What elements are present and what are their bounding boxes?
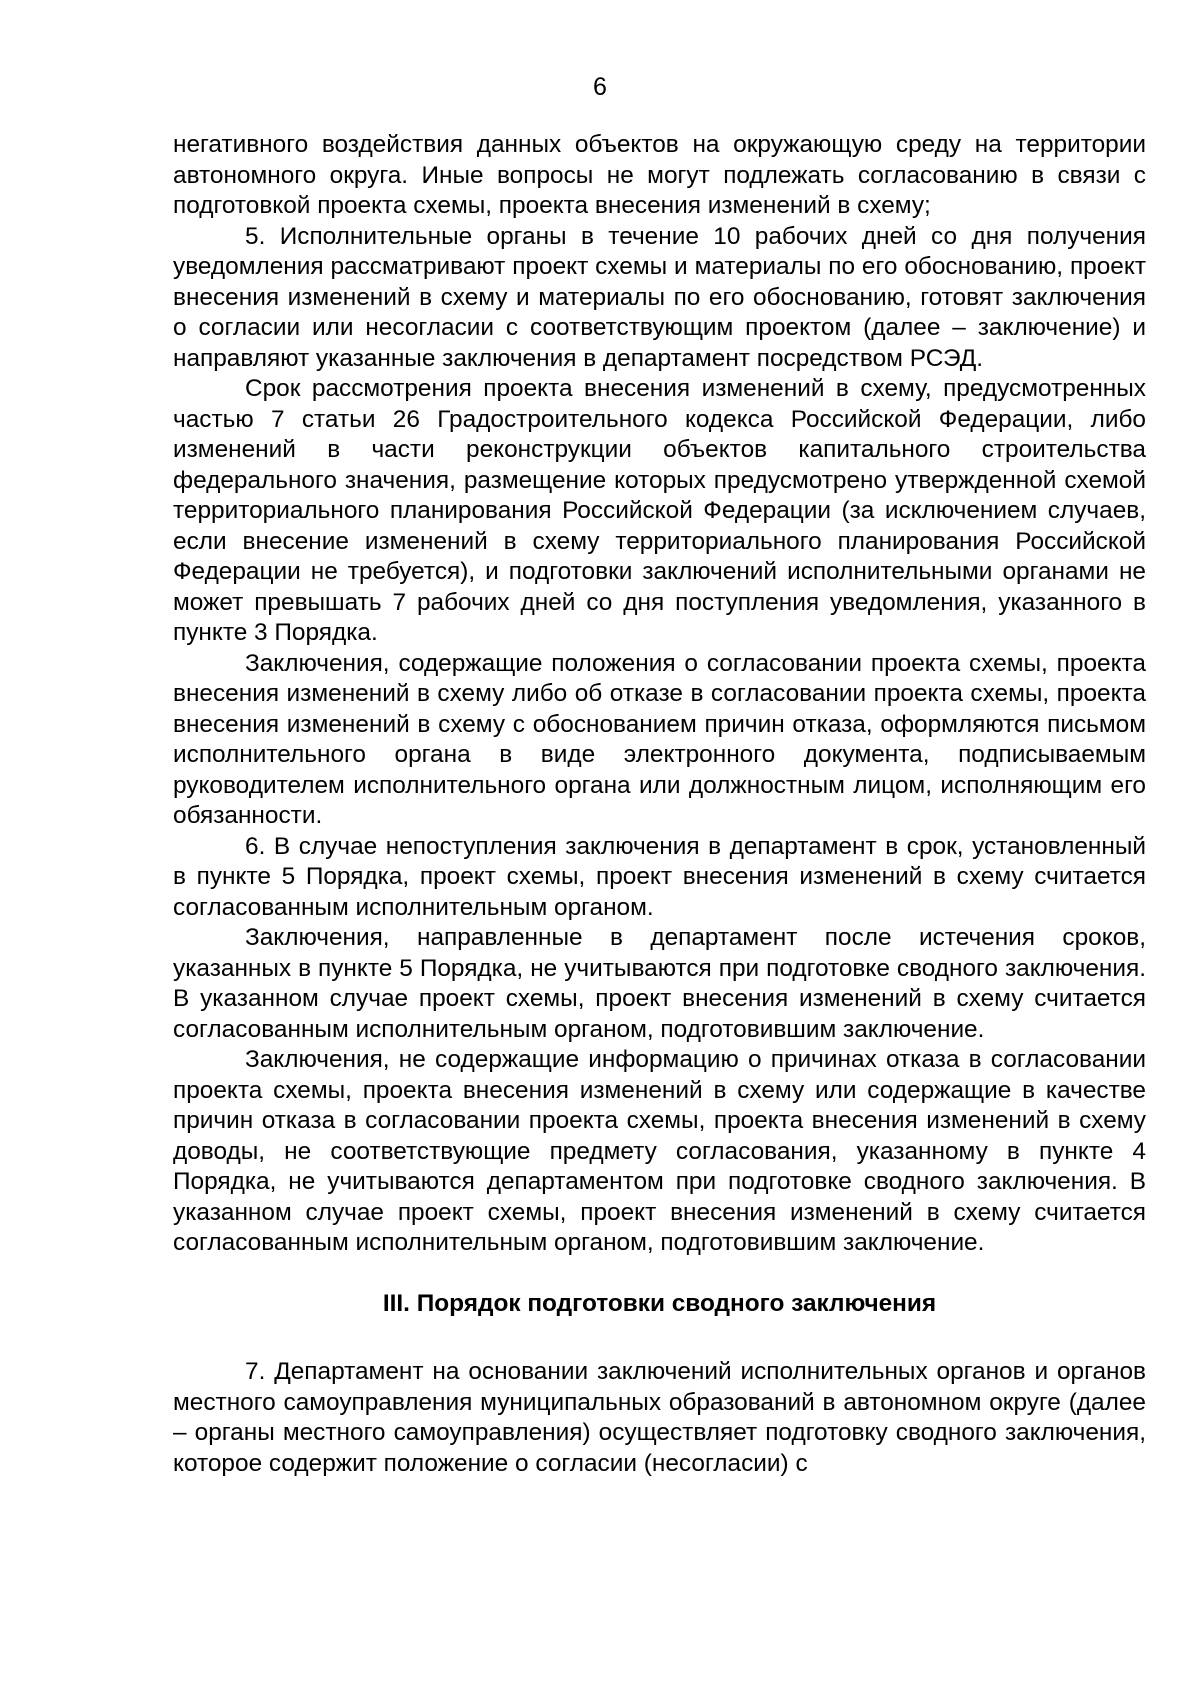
paragraph-conclusion-format: Заключения, содержащие положения о согласовании проекта схемы, проекта внесения изменений в схему либо об отказе в согласовании проекта схемы, проекта внесения изменений в схему с обоснованием причин отказа, оформляются письмом исполнительного органа в виде электронного документа, подписываемым руководителем исполнительного органа или должностным лицом, исполняющим его обязанности. bbox=[173, 649, 1146, 829]
paragraph-unfounded-conclusions: Заключения, не содержащие информацию о причинах отказа в согласовании проекта схемы, проекта внесения изменений в схему или содержащие в качестве причин отказа в согласовании проекта схемы, проекта внесения изменений в схему доводы, не соответствующие предмету согласования, указанному в пункте 4 Порядка, не учитываются департаментом при подготовке сводного заключения. В указанном случае проект схемы, проект внесения изменений в схему считается согласованным исполнительным органом, подготовившим заключение. bbox=[173, 1046, 1146, 1256]
page-number: 6 bbox=[593, 73, 607, 101]
document-body bbox=[173, 130, 1146, 1479]
paragraph-item-5: 5. Исполнительные органы в течение 10 рабочих дней со дня получения уведомления рассматривают проект схемы и материалы по его обоснованию, проект внесения изменений в схему и материалы по его обоснованию, готовят заключения о согласии или несогласии с соответствующим проектом (далее – заключение) и направляют указанные заключения в департамент посредством РСЭД. bbox=[173, 222, 1146, 372]
paragraph-late-conclusions: Заключения, направленные в департамент после истечения сроков, указанных в пункте 5 Порядка, не учитываются при подготовке сводного заключения. В указанном случае проект схемы, проект внесения изменений в схему считается согласованным исполнительным органом, подготовившим заключение. bbox=[173, 924, 1146, 1043]
paragraph-item-6: 6. В случае непоступления заключения в департамент в срок, установленный в пункте 5 Порядка, проект схемы, проект внесения изменений в схему считается согласованным исполнительным органом. bbox=[173, 832, 1146, 921]
paragraph-review-deadline: Срок рассмотрения проекта внесения изменений в схему, предусмотренных частью 7 статьи 26 Градостроительного кодекса Российской Федерации, либо изменений в части реконструкции объектов капитального строительства федерального значения, размещение которых предусмотрено утвержденной схемой территориального планирования Российской Федерации (за исключением случаев, если внесение изменений в схему территориального планирования Российской Федерации не требуется), и подготовки заключений исполнительными органами не может превышать 7 рабочих дней со дня поступления уведомления, указанного в пункте 3 Порядка. bbox=[173, 375, 1146, 646]
paragraph-item-7: 7. Департамент на основании заключений исполнительных органов и органов местного самоуправления муниципальных образований в автономном округе (далее – органы местного самоуправления) осуществляет подготовку сводного заключения, которое содержит положение о согласии (несогласии) с bbox=[173, 1358, 1146, 1477]
section-heading: III. Порядок подготовки сводного заключения bbox=[382, 1289, 937, 1317]
paragraph-continuation: негативного воздействия данных объектов на окружающую среду на территории автономного округа. Иные вопросы не могут подлежать согласованию в связи с подготовкой проекта схемы, проекта внесения изменений в схему; bbox=[173, 131, 1146, 219]
